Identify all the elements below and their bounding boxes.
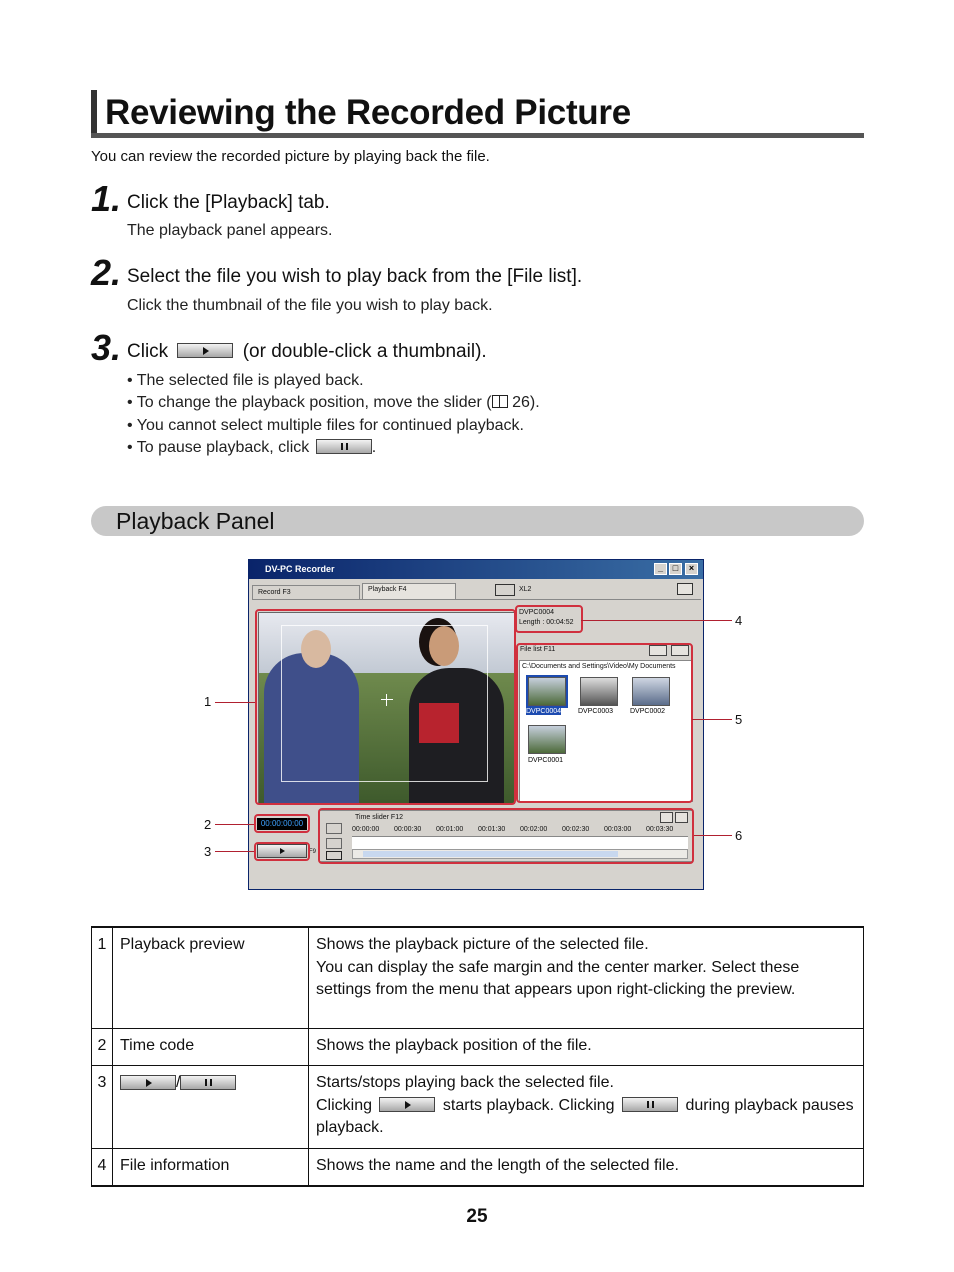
thumbnail-label: DVPC0004 — [526, 708, 562, 715]
pause-button-icon — [622, 1097, 678, 1112]
callout-box-3 — [254, 842, 310, 861]
section-title: Playback Panel — [116, 508, 275, 534]
callout-6: 6 — [735, 828, 743, 843]
row-desc — [309, 1066, 864, 1149]
close-icon[interactable]: × — [685, 563, 698, 575]
play-key: F9 — [309, 849, 317, 855]
tab-divider — [252, 599, 701, 600]
section-header — [91, 506, 864, 536]
timecode-display: 00:00:00:00 — [257, 818, 307, 830]
row-name: Time code — [113, 1028, 309, 1066]
tab-record[interactable]: Record F3 — [252, 585, 360, 599]
step-3-title-post: (or double-click a thumbnail). — [242, 341, 487, 362]
row-desc-line: Shows the playback position of the file. — [316, 1036, 592, 1054]
window-title-bar — [249, 560, 703, 579]
step-1-desc: The playback panel appears. — [127, 222, 333, 239]
bullet-1: • The selected file is played back. — [127, 372, 364, 389]
title-accent — [91, 90, 97, 133]
tick-label: 00:02:00 — [520, 826, 548, 833]
separator: / — [176, 1074, 181, 1091]
table-row — [92, 1148, 864, 1186]
tick-label: 00:00:30 — [394, 826, 422, 833]
row-desc-line: Starts/stops playing back the selected file. — [316, 1074, 614, 1091]
row-number: 4 — [92, 1148, 113, 1186]
bullet-2-text: • To change the playback position, move the slider ( — [127, 394, 492, 411]
leader-5 — [692, 719, 732, 720]
window-title: DV-PC Recorder — [265, 564, 335, 574]
row-name — [113, 1066, 309, 1149]
desc-text: during playback pauses playback. — [316, 1096, 854, 1136]
intro-text: You can review the recorded picture by playing back the file. — [91, 148, 490, 165]
tick-label: 00:00:00 — [352, 826, 380, 833]
step-1-number: 1. — [91, 178, 122, 219]
table-row — [92, 927, 864, 1028]
leader-3 — [215, 851, 254, 852]
row-desc-line: Shows the name and the length of the selected file. — [316, 1156, 679, 1174]
device-name: XL2 — [519, 586, 532, 593]
tick-label: 00:03:00 — [604, 826, 632, 833]
callout-box-2 — [254, 814, 310, 833]
tick-label: 00:01:30 — [478, 826, 506, 833]
bullet-4-text: • To pause playback, click — [127, 439, 310, 457]
play-button-icon — [177, 343, 233, 358]
callout-1: 1 — [204, 694, 212, 709]
row-desc-line: You can display the safe margin and the center marker. Select these settings from the menu that appears upon right-clicking the preview. — [316, 958, 800, 998]
description-table — [91, 926, 864, 1187]
row-number: 3 — [92, 1066, 113, 1149]
bullet-2-page: 26). — [512, 394, 540, 411]
callout-3: 3 — [204, 844, 212, 859]
desc-text: starts playback. Clicking — [442, 1096, 615, 1114]
tab-playback[interactable]: Playback F4 — [362, 583, 456, 599]
step-2-number: 2. — [91, 252, 122, 293]
callout-box-4 — [515, 605, 583, 633]
desc-text: Clicking — [316, 1096, 373, 1114]
play-button-icon — [379, 1097, 435, 1112]
tick-label: 00:03:30 — [646, 826, 674, 833]
step-3-title — [127, 341, 487, 363]
step-2-desc: Click the thumbnail of the file you wish to play back. — [127, 297, 493, 314]
callout-2: 2 — [204, 817, 212, 832]
tape-icon — [495, 584, 515, 596]
step-1-title: Click the [Playback] tab. — [127, 192, 330, 213]
leader-1 — [215, 702, 255, 703]
tick-label: 00:02:30 — [562, 826, 590, 833]
bullet-3: • You cannot select multiple files for continued playback. — [127, 417, 524, 434]
app-window-screenshot — [248, 559, 704, 890]
step-3-number: 3. — [91, 327, 122, 368]
book-icon — [492, 395, 508, 408]
leader-6 — [694, 835, 732, 836]
thumbnail-label: DVPC0003 — [578, 708, 614, 715]
row-name: File information — [113, 1148, 309, 1186]
thumbnail-label: DVPC0002 — [630, 708, 666, 715]
bullet-4-end: . — [371, 439, 377, 457]
table-row — [92, 1066, 864, 1149]
play-button-icon — [120, 1075, 176, 1090]
maximize-icon[interactable]: □ — [669, 563, 682, 575]
page-title: Reviewing the Recorded Picture — [105, 93, 631, 132]
file-path: C:\Documents and Settings\Video\My Documents — [522, 663, 676, 670]
row-desc-line — [316, 1095, 856, 1140]
callout-4: 4 — [735, 613, 743, 628]
file-list-label: File list F11 — [520, 646, 556, 653]
pause-button-icon — [316, 439, 372, 454]
step-3-title-pre: Click — [127, 341, 169, 362]
thumbnail-label: DVPC0001 — [528, 757, 564, 764]
file-name: DVPC0004 — [519, 609, 555, 616]
bullet-4 — [127, 439, 376, 457]
tick-label: 00:01:00 — [436, 826, 464, 833]
time-slider-label: Time slider F12 — [355, 814, 403, 821]
leader-2 — [215, 824, 254, 825]
row-number: 1 — [92, 927, 113, 1028]
callout-box-1 — [255, 609, 516, 805]
callout-5: 5 — [735, 712, 743, 727]
minimize-icon[interactable]: _ — [654, 563, 667, 575]
page-title-bar — [91, 90, 864, 138]
menu-icon[interactable] — [677, 583, 693, 595]
bullet-2 — [127, 394, 540, 412]
step-2-title: Select the file you wish to play back from the [File list]. — [127, 266, 583, 287]
leader-4 — [581, 620, 732, 621]
row-name: Playback preview — [113, 927, 309, 1028]
pause-button-icon — [180, 1075, 236, 1090]
row-number: 2 — [92, 1028, 113, 1066]
row-desc — [309, 1148, 864, 1186]
row-desc-line: Shows the playback picture of the selected file. — [316, 936, 649, 953]
table-row — [92, 1028, 864, 1066]
row-desc — [309, 1028, 864, 1066]
row-desc — [309, 927, 864, 1028]
callout-box-5 — [516, 643, 693, 803]
file-length: Length : 00:04:52 — [519, 619, 574, 626]
callout-box-6 — [318, 808, 694, 864]
page-number: 25 — [466, 1206, 488, 1227]
